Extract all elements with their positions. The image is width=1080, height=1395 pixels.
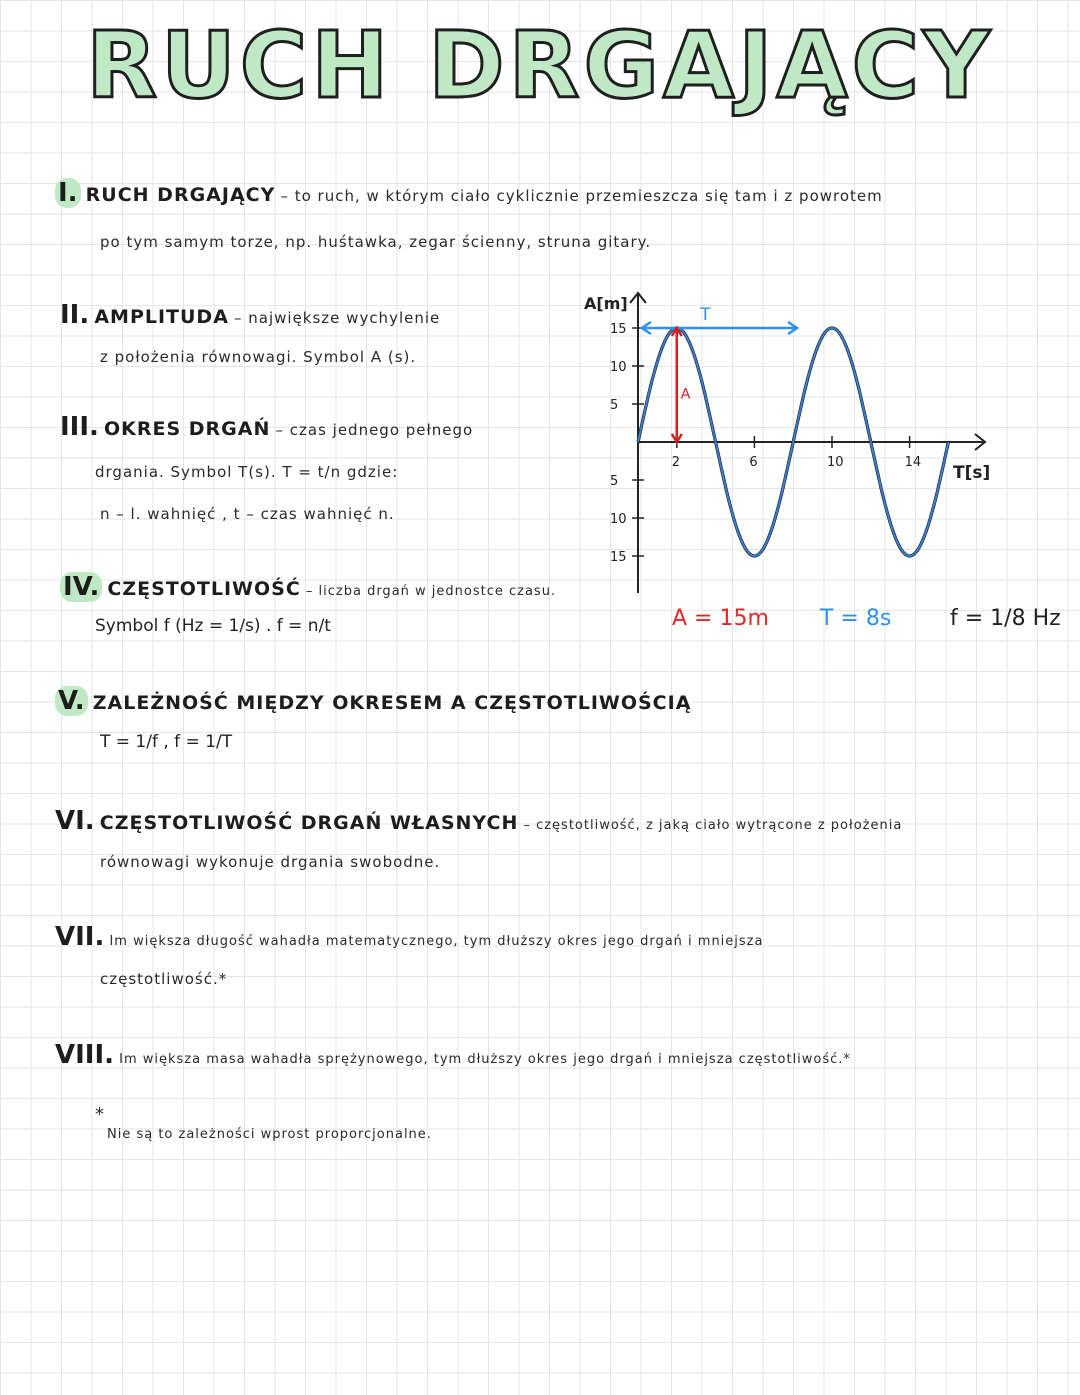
x-tick-label: 2 bbox=[671, 455, 681, 470]
section-3 bbox=[60, 412, 473, 442]
section-number: VII. bbox=[55, 922, 105, 952]
section-1-line2: po tym samym torze, np. huśtawka, zegar ścienny, struna gitary. bbox=[100, 233, 652, 251]
footnote-mark: * bbox=[95, 1104, 105, 1125]
section-number: IV. bbox=[60, 572, 102, 602]
section-heading: RUCH DRGAJĄCY bbox=[85, 184, 276, 206]
x-tick-label: 10 bbox=[827, 455, 844, 470]
y-axis-label: A[m] bbox=[584, 294, 628, 313]
section-number: VI. bbox=[55, 806, 95, 836]
section-number: III. bbox=[60, 412, 99, 442]
section-4-line2: Symbol f (Hz = 1/s) . f = n/t bbox=[95, 616, 331, 636]
y-tick-label: 15 bbox=[610, 550, 627, 565]
section-6 bbox=[55, 806, 902, 836]
oscillation-chart bbox=[560, 285, 1080, 595]
section-text: – częstotliwość, z jaką ciało wytrącone z położenia bbox=[523, 818, 903, 833]
section-3-line3: n – l. wahnięć , t – czas wahnięć n. bbox=[100, 505, 395, 523]
y-tick-label: 10 bbox=[610, 360, 627, 375]
y-tick-label: 15 bbox=[610, 322, 627, 337]
section-number: II. bbox=[60, 300, 90, 330]
section-heading: OKRES DRGAŃ bbox=[104, 418, 271, 440]
y-tick-label: 5 bbox=[610, 474, 619, 489]
section-heading: CZĘSTOTLIWOŚĆ DRGAŃ WŁASNYCH bbox=[99, 812, 519, 834]
section-text: – największe wychylenie bbox=[234, 309, 441, 327]
section-8 bbox=[55, 1040, 851, 1070]
section-text: Im większa długość wahadła matematycznego, tym dłuższy okres jego drgań i mniejsza bbox=[109, 934, 764, 949]
x-tick-label: 14 bbox=[904, 455, 922, 470]
amplitude-label: A bbox=[680, 386, 691, 403]
section-number: VIII. bbox=[55, 1040, 115, 1070]
section-3-line2: drgania. Symbol T(s). T = t/n gdzie: bbox=[95, 463, 399, 481]
amplitude-value: A = 15m bbox=[672, 606, 769, 631]
y-tick-label: 10 bbox=[610, 512, 627, 527]
section-6-line2: równowagi wykonuje drgania swobodne. bbox=[100, 853, 441, 871]
section-7-line2: częstotliwość.* bbox=[100, 970, 228, 988]
section-text: Im większa masa wahadła sprężynowego, tym dłuższy okres jego drgań i mniejsza częstotliwość.* bbox=[119, 1052, 851, 1067]
y-tick-label: 5 bbox=[610, 398, 619, 413]
period-value: T = 8s bbox=[820, 606, 892, 631]
frequency-value: f = 1/8 Hz bbox=[950, 606, 1061, 631]
period-label: T bbox=[700, 305, 711, 325]
page-title: RUCH DRGAJĄCY bbox=[86, 12, 994, 119]
section-4 bbox=[60, 572, 556, 602]
x-tick-label: 6 bbox=[749, 455, 758, 470]
section-text: – czas jednego pełnego bbox=[275, 421, 474, 439]
x-axis-label: T[s] bbox=[953, 463, 991, 483]
section-heading: ZALEŻNOŚĆ MIĘDZY OKRESEM A CZĘSTOTLIWOŚCIĄ bbox=[92, 692, 692, 714]
section-5-formula: T = 1/f , f = 1/T bbox=[100, 732, 233, 752]
section-7 bbox=[55, 922, 763, 952]
section-5 bbox=[55, 686, 691, 716]
section-2-line2: z położenia równowagi. Symbol A (s). bbox=[100, 348, 417, 366]
section-number: I. bbox=[55, 178, 81, 208]
footnote-text: Nie są to zależności wprost proporcjonalne. bbox=[107, 1127, 432, 1142]
section-heading: CZĘSTOTLIWOŚĆ bbox=[107, 578, 301, 600]
section-heading: AMPLITUDA bbox=[94, 306, 229, 328]
section-text: – to ruch, w którym ciało cyklicznie przemieszcza się tam i z powrotem bbox=[280, 187, 883, 205]
section-2 bbox=[60, 300, 440, 330]
section-text: – liczba drgań w jednostce czasu. bbox=[305, 584, 557, 599]
section-1 bbox=[55, 178, 883, 208]
section-number: V. bbox=[55, 686, 88, 716]
